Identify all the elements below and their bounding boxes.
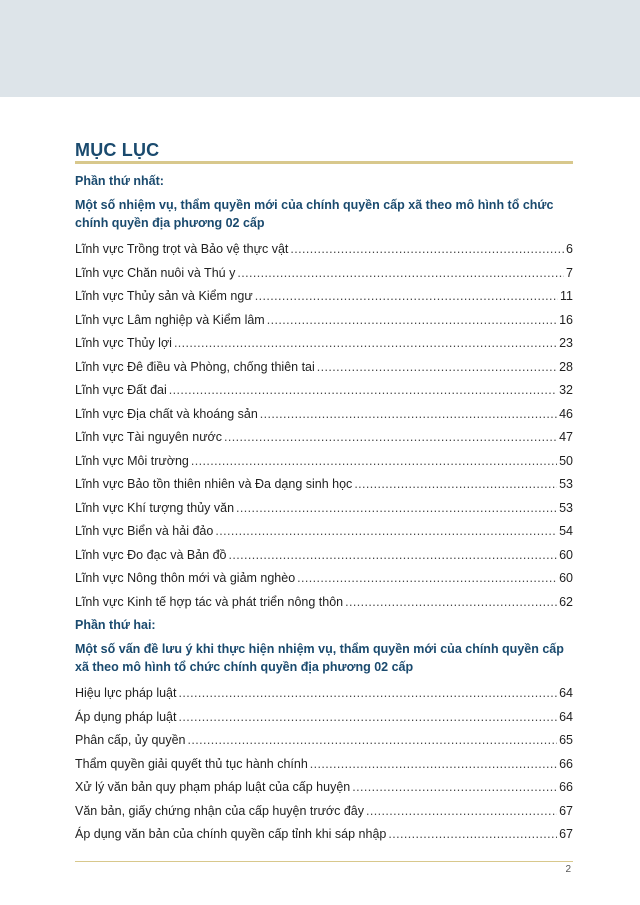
part1-description: Một số nhiệm vụ, thẩm quyền mới của chính quyền cấp xã theo mô hình tổ chức chính quyền địa phương 02 cấp bbox=[75, 198, 554, 230]
toc-entry[interactable] bbox=[75, 405, 573, 429]
toc-entry[interactable] bbox=[75, 264, 573, 288]
part2-heading: Phần thứ hai: bbox=[75, 618, 156, 632]
toc-entry-label: Lĩnh vực Tài nguyên nước bbox=[75, 430, 223, 444]
dot-leader bbox=[352, 778, 557, 796]
toc-entry-label: Lĩnh vực Địa chất và khoáng sản bbox=[75, 406, 258, 421]
toc-entry-page: 64 bbox=[559, 709, 573, 724]
toc-entry[interactable] bbox=[75, 287, 573, 311]
dot-leader bbox=[267, 311, 557, 329]
toc-entry-label: Lĩnh vực Thủy lợi bbox=[75, 336, 172, 350]
footer-divider bbox=[75, 861, 573, 862]
toc-entry-page: 62 bbox=[559, 594, 573, 609]
toc-entry-page: 60 bbox=[559, 547, 573, 562]
dot-leader bbox=[188, 731, 558, 749]
dot-leader bbox=[224, 428, 557, 446]
toc-entry[interactable] bbox=[75, 522, 573, 546]
toc-entry-page: 23 bbox=[559, 336, 573, 350]
part2-description: Một số vấn đề lưu ý khi thực hiện nhiệm vụ, thẩm quyền mới của chính quyền cấp xã theo mô hình tổ chức chính quyền địa phương 02 cấp bbox=[75, 642, 564, 674]
dot-leader bbox=[229, 546, 558, 564]
toc-entry-label: Lĩnh vực Bảo tồn thiên nhiên và Đa dạng sinh học bbox=[75, 477, 353, 491]
toc-entry-label: Lĩnh vực Đất đai bbox=[75, 383, 167, 397]
toc-entry-page: 16 bbox=[559, 312, 573, 327]
dot-leader bbox=[191, 452, 557, 470]
toc-entry-page: 65 bbox=[559, 733, 573, 747]
dot-leader bbox=[366, 802, 557, 820]
toc-entry[interactable] bbox=[75, 452, 573, 476]
toc-entry-page: 47 bbox=[559, 430, 573, 444]
dot-leader bbox=[174, 334, 557, 352]
toc-entry-page: 11 bbox=[560, 289, 573, 303]
dot-leader bbox=[169, 381, 557, 399]
dot-leader bbox=[290, 240, 564, 258]
header-band bbox=[0, 0, 640, 97]
toc-entry[interactable] bbox=[75, 802, 573, 826]
toc-entry-page: 53 bbox=[559, 500, 573, 515]
toc-entry-label: Áp dụng pháp luật bbox=[75, 709, 177, 724]
dot-leader bbox=[215, 522, 557, 540]
dot-leader bbox=[345, 593, 557, 611]
toc-entry[interactable] bbox=[75, 755, 573, 779]
toc-entry-page: 32 bbox=[559, 383, 573, 397]
toc-entry[interactable] bbox=[75, 825, 573, 849]
toc-entry[interactable] bbox=[75, 475, 573, 499]
toc-entry-label: Áp dụng văn bản của chính quyền cấp tỉnh khi sáp nhập bbox=[75, 827, 387, 841]
toc-entry[interactable] bbox=[75, 381, 573, 405]
toc-entry-page: 67 bbox=[559, 827, 573, 841]
toc-entry-label: Văn bản, giấy chứng nhận của cấp huyện trước đây bbox=[75, 803, 365, 818]
toc-entry-label: Lĩnh vực Đê điều và Phòng, chống thiên tai bbox=[75, 359, 315, 374]
toc-entry-label: Thẩm quyền giải quyết thủ tục hành chính bbox=[75, 756, 308, 771]
toc-entry-page: 53 bbox=[559, 477, 573, 491]
toc-entry[interactable] bbox=[75, 240, 573, 264]
toc-entry-label: Lĩnh vực Biển và hải đảo bbox=[75, 524, 214, 538]
dot-leader bbox=[388, 825, 557, 843]
dot-leader bbox=[237, 264, 564, 282]
toc-entry-label: Lĩnh vực Khí tượng thủy văn bbox=[75, 500, 235, 515]
toc-entry[interactable] bbox=[75, 311, 573, 335]
part1-entry-list bbox=[75, 240, 573, 616]
toc-title: MỤC LỤC bbox=[75, 140, 160, 160]
toc-entry-label: Lĩnh vực Chăn nuôi và Thú y bbox=[75, 265, 236, 280]
toc-entry[interactable] bbox=[75, 499, 573, 523]
dot-leader bbox=[178, 708, 557, 726]
toc-entry-page: 66 bbox=[559, 780, 573, 794]
dot-leader bbox=[178, 684, 557, 702]
table-of-contents bbox=[75, 172, 573, 849]
toc-entry-page: 54 bbox=[559, 524, 573, 538]
toc-entry-page: 64 bbox=[559, 686, 573, 700]
toc-entry-page: 6 bbox=[566, 242, 573, 256]
toc-entry-page: 46 bbox=[559, 406, 573, 421]
toc-entry[interactable] bbox=[75, 546, 573, 570]
toc-entry[interactable] bbox=[75, 778, 573, 802]
dot-leader bbox=[255, 287, 558, 305]
toc-entry-label: Lĩnh vực Trồng trọt và Bảo vệ thực vật bbox=[75, 242, 289, 256]
toc-entry[interactable] bbox=[75, 593, 573, 617]
dot-leader bbox=[317, 358, 557, 376]
dot-leader bbox=[260, 405, 557, 423]
toc-entry-label: Lĩnh vực Kinh tế hợp tác và phát triển nông thôn bbox=[75, 594, 344, 609]
toc-entry-label: Lĩnh vực Môi trường bbox=[75, 453, 189, 468]
toc-entry-page: 28 bbox=[559, 359, 573, 374]
toc-entry-page: 66 bbox=[559, 756, 573, 771]
dot-leader bbox=[297, 569, 557, 587]
toc-entry[interactable] bbox=[75, 334, 573, 358]
toc-entry-page: 7 bbox=[566, 265, 573, 280]
dot-leader bbox=[354, 475, 557, 493]
part2-entry-list bbox=[75, 684, 573, 849]
part1-heading: Phần thứ nhất: bbox=[75, 174, 164, 188]
toc-entry[interactable] bbox=[75, 684, 573, 708]
toc-entry-page: 50 bbox=[559, 453, 573, 468]
toc-entry-label: Xử lý văn bản quy phạm pháp luật của cấp huyện bbox=[75, 780, 351, 794]
page-number: 2 bbox=[565, 864, 571, 875]
toc-entry-page: 67 bbox=[559, 803, 573, 818]
toc-entry-label: Lĩnh vực Thủy sản và Kiểm ngư bbox=[75, 289, 253, 303]
toc-entry[interactable] bbox=[75, 708, 573, 732]
toc-entry[interactable] bbox=[75, 428, 573, 452]
toc-entry-label: Lĩnh vực Nông thôn mới và giảm nghèo bbox=[75, 571, 296, 585]
toc-entry[interactable] bbox=[75, 358, 573, 382]
dot-leader bbox=[310, 755, 557, 773]
toc-entry-label: Lĩnh vực Lâm nghiệp và Kiểm lâm bbox=[75, 312, 265, 327]
toc-entry-page: 60 bbox=[559, 571, 573, 585]
title-divider bbox=[75, 161, 573, 164]
toc-entry-label: Hiệu lực pháp luật bbox=[75, 686, 177, 700]
toc-entry[interactable] bbox=[75, 569, 573, 593]
toc-entry-label: Phân cấp, ủy quyền bbox=[75, 733, 186, 747]
toc-entry-label: Lĩnh vực Đo đạc và Bản đồ bbox=[75, 547, 227, 562]
toc-entry[interactable] bbox=[75, 731, 573, 755]
dot-leader bbox=[236, 499, 557, 517]
